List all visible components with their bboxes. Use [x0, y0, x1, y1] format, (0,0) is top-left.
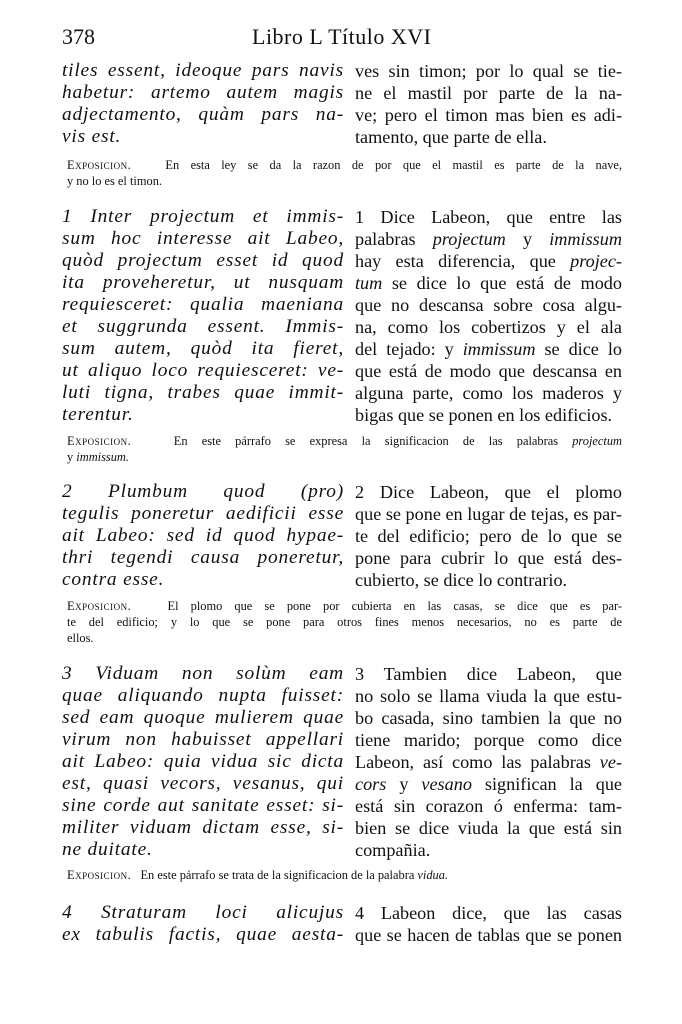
exposicion-label: Exposicion.	[67, 434, 132, 448]
spanish-line	[355, 795, 622, 817]
spanish-line	[355, 250, 622, 272]
exposicion-note	[67, 867, 622, 883]
spanish-line: ves sin timon; por lo qual se tie-	[355, 61, 622, 81]
exposicion-text: ellos.	[67, 631, 94, 645]
spanish-line: pone para cubrir lo que está des-	[355, 548, 622, 568]
italic-term: vidua.	[417, 868, 449, 882]
italic-term: immissum	[462, 339, 536, 359]
latin-line: ait Labeo: sed id quod hypae-	[62, 525, 344, 546]
spanish-line: tamento, que parte de ella.	[355, 127, 547, 147]
latin-line: luti tigna, trabes quae immit-	[62, 382, 344, 403]
spanish-line	[355, 773, 622, 795]
latin-line: terentur.	[62, 404, 134, 425]
spanish-line	[355, 751, 622, 773]
latin-line: 4 Straturam loci alicujus	[62, 902, 344, 923]
italic-term: ve-	[599, 752, 622, 772]
exposicion-text: y no lo es el timon.	[67, 174, 162, 188]
spanish-line: 4 Labeon dice, que las casas	[355, 903, 622, 923]
running-header	[62, 24, 622, 54]
exposicion-label: Exposicion.	[67, 868, 132, 882]
spanish-line	[355, 707, 622, 729]
text-run: 3 Tambien dice Labeon, que	[355, 664, 622, 684]
spanish-line: ve; pero el timon mas bien es adi-	[355, 105, 622, 125]
exposicion-note	[67, 157, 622, 189]
exposicion-line	[67, 614, 622, 630]
latin-line: virum non habuisset appellari	[62, 729, 344, 750]
latin-line: sum hoc interesse ait Labeo,	[62, 228, 344, 249]
exposicion-line	[67, 867, 622, 883]
latin-line: tegulis poneretur aedificii esse	[62, 503, 344, 524]
latin-line: et suggrunda essent. Immis-	[62, 316, 344, 337]
exposicion-text: El plomo que se pone por cubierta en las casas, se dice que es par-	[167, 599, 622, 613]
text-run: palabras	[355, 229, 433, 249]
spanish-line	[355, 729, 622, 751]
italic-term: projec-	[570, 251, 622, 271]
text-run: se dice lo que está de modo	[382, 273, 622, 293]
exposicion-label: Exposicion.	[67, 599, 132, 613]
italic-term: tum	[355, 273, 383, 293]
latin-column	[62, 60, 344, 148]
latin-line: 3 Viduam non solùm eam	[62, 663, 344, 684]
exposicion-line	[67, 598, 622, 614]
latin-line: ne duitate.	[62, 839, 153, 860]
spanish-column	[355, 902, 622, 946]
spanish-line	[355, 663, 622, 685]
latin-line: habetur: artemo autem magis	[62, 82, 344, 103]
exposicion-text: En esta ley se da la razon de por que el mastil es parte de la nave,	[165, 158, 623, 172]
text-run: se dice lo	[535, 339, 622, 359]
exposicion-text: te del edificio; y lo que se pone para otros fines menos necesarios, no es parte de	[67, 615, 622, 629]
latin-line: sum autem, quòd ita fieret,	[62, 338, 344, 359]
text-run: alguna parte, como los maderos y	[355, 383, 622, 403]
spanish-line	[355, 206, 622, 228]
text-run: En este párrafo se trata de la significacion de la palabra	[140, 868, 418, 882]
spanish-line	[355, 817, 622, 839]
text-run: del tejado: y	[355, 339, 463, 359]
text-run: bien se dice viuda la que está sin	[355, 818, 622, 838]
spanish-line	[355, 839, 622, 861]
exposicion-line	[67, 449, 622, 465]
italic-term: cors	[355, 774, 387, 794]
exposicion-note	[67, 598, 622, 646]
spanish-line: 2 Dice Labeon, que el plomo	[355, 482, 622, 502]
text-run: hay esta diferencia, que	[355, 251, 571, 271]
spanish-column	[355, 206, 622, 426]
spanish-line	[355, 272, 622, 294]
spanish-column	[355, 60, 622, 148]
exposicion-line	[67, 433, 622, 449]
spanish-column	[355, 663, 622, 861]
spanish-line	[355, 294, 622, 316]
latin-line: adjectamento, quàm pars na-	[62, 104, 344, 125]
latin-column	[62, 481, 344, 591]
latin-line: requiesceret: qualia maeniana	[62, 294, 344, 315]
spanish-line: te del edificio; pero de lo que se	[355, 526, 622, 546]
latin-line: vis est.	[62, 126, 122, 147]
text-run: está sin corazon ó enferma: tam-	[355, 796, 622, 816]
latin-line: militer viduam dictam esse, si-	[62, 817, 344, 838]
spanish-line	[355, 382, 622, 404]
page-number: 378	[62, 24, 95, 49]
text-run: bo casada, sino tambien la que no	[355, 708, 622, 728]
text-run: tiene marido; porque como dice	[355, 730, 622, 750]
text-run: y	[505, 229, 550, 249]
latin-line: sine corde aut sanitate esset: si-	[62, 795, 344, 816]
running-head-title: Libro L Título XVI	[252, 24, 432, 49]
latin-line: ex tabulis factis, quae aesta-	[62, 924, 344, 945]
text-run: compañia.	[355, 840, 431, 860]
text-run: que está de modo que descansa en	[355, 361, 622, 381]
text-run: y	[67, 450, 77, 464]
italic-term: vesano	[421, 774, 472, 794]
latin-line: quae aliquando nupta fuisset:	[62, 685, 344, 706]
text-run: 1 Dice Labeon, que entre las	[355, 207, 622, 227]
italic-term: immissum	[549, 229, 622, 249]
latin-line: thri tegendi causa poneretur,	[62, 547, 344, 568]
latin-column	[62, 902, 344, 946]
spanish-column	[355, 481, 622, 591]
text-run: Labeon, así como las palabras	[355, 752, 600, 772]
spanish-line	[355, 404, 622, 426]
spanish-line	[355, 338, 622, 360]
exposicion-note	[67, 433, 622, 465]
text-run: En este párrafo se expresa la significacion de las palabras	[173, 434, 573, 448]
text-run: que no descansa sobre cosa algu-	[355, 295, 622, 315]
exposicion-line	[67, 630, 622, 646]
latin-line: 2 Plumbum quod (pro)	[62, 481, 344, 502]
text-run: no solo se llama viuda la que estu-	[355, 686, 622, 706]
spanish-line: que se hacen de tablas que se ponen	[355, 925, 622, 945]
spanish-line: ne el mastil por parte de la na-	[355, 83, 622, 103]
italic-term: projectum	[432, 229, 506, 249]
latin-line: ut aliquo loco requiesceret: ve-	[62, 360, 344, 381]
spanish-line	[355, 228, 622, 250]
text-run: bigas que se ponen en los edificios.	[355, 405, 613, 425]
latin-column	[62, 663, 344, 861]
spanish-line	[355, 360, 622, 382]
spanish-line: que se pone en lugar de tejas, es par-	[355, 504, 622, 524]
exposicion-label: Exposicion.	[67, 158, 132, 172]
text-run: significan la que	[471, 774, 622, 794]
text-run: y	[386, 774, 422, 794]
italic-term: projectum	[572, 434, 622, 448]
spanish-line	[355, 685, 622, 707]
latin-line: quòd projectum esset id quod	[62, 250, 344, 271]
latin-column	[62, 206, 344, 426]
latin-line: ait Labeo: quia vidua sic dicta	[62, 751, 344, 772]
italic-term: immissum.	[76, 450, 129, 464]
latin-line: 1 Inter projectum et immis-	[62, 206, 344, 227]
text-run: na, como los cobertizos y el ala	[355, 317, 622, 337]
latin-line: ita proveheretur, ut nusquam	[62, 272, 344, 293]
spanish-line: cubierto, se dice lo contrario.	[355, 570, 568, 590]
latin-line: est, quasi vecors, vesanus, qui	[62, 773, 344, 794]
latin-line: sed eam quoque mulierem quae	[62, 707, 344, 728]
latin-line: contra esse.	[62, 569, 165, 590]
latin-line: tiles essent, ideoque pars navis	[62, 60, 344, 81]
spanish-line	[355, 316, 622, 338]
